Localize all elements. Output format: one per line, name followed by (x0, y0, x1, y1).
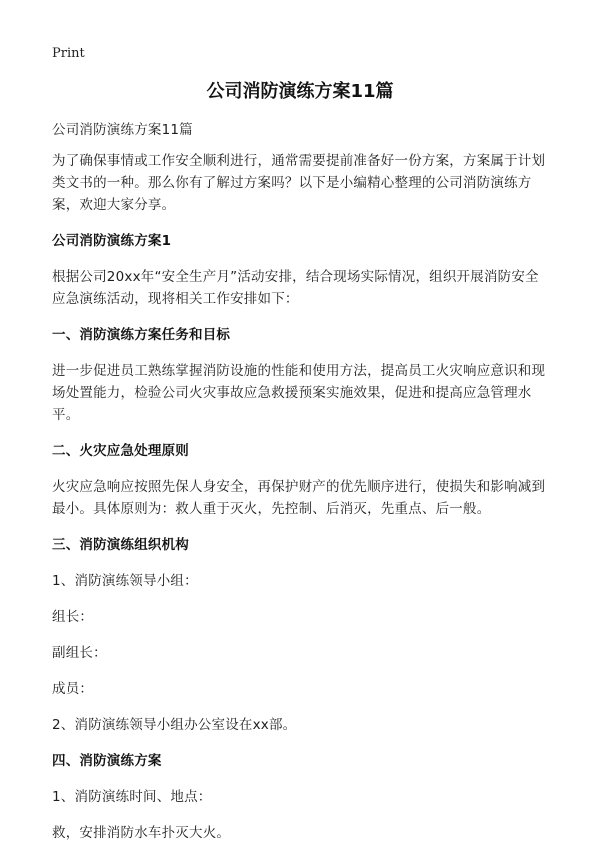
intro-paragraph: 为了确保事情或工作安全顺利进行，通常需要提前准备好一份方案，方案属于计划类文书的一种。那么你有了解过方案吗？以下是小编精心整理的公司消防演练方案，欢迎大家分享。 (52, 153, 546, 213)
section-heading-1: 公司消防演练方案1 (52, 233, 172, 249)
heading-tasks-goals: 一、消防演练方案任务和目标 (52, 327, 231, 343)
plan-item-1-text: 救，安排消防水车扑灭大火。 (52, 825, 231, 841)
heading-organization: 三、消防演练组织机构 (52, 537, 189, 553)
heading-plan: 四、消防演练方案 (52, 753, 162, 769)
principles-paragraph: 火灾应急响应按照先保人身安全，再保护财产的优先顺序进行，使损失和影响减到最小。具体原则为：救人重于灭火，先控制、后消灭，先重点、后一般。 (52, 479, 546, 517)
plan-item-1: 1、消防演练时间、地点： (52, 789, 212, 805)
heading-principles: 二、火灾应急处理原则 (52, 443, 189, 459)
tasks-goals-paragraph: 进一步促进员工熟练掌握消防设施的性能和使用方法，提高员工火灾响应意识和现场处置能力，检验公司火灾事故应急救援预案实施效果，促进和提高应急管理水平。 (52, 363, 546, 423)
document-subtitle: 公司消防演练方案11篇 (52, 122, 193, 138)
print-link[interactable]: Print (52, 46, 85, 61)
section-1-paragraph: 根据公司20xx年“安全生产月”活动安排，结合现场实际情况，组织开展消防安全应急演练活动，现将相关工作安排如下： (52, 269, 539, 307)
document-title: 公司消防演练方案11篇 (206, 81, 394, 102)
members-line: 成员： (52, 681, 94, 697)
document-body (52, 119, 552, 844)
leader-line: 组长： (52, 609, 94, 625)
deputy-line: 副组长： (52, 645, 107, 661)
organization-item-2: 2、消防演练领导小组办公室设在xx部。 (52, 717, 297, 733)
organization-item-1: 1、消防演练领导小组： (52, 573, 198, 589)
